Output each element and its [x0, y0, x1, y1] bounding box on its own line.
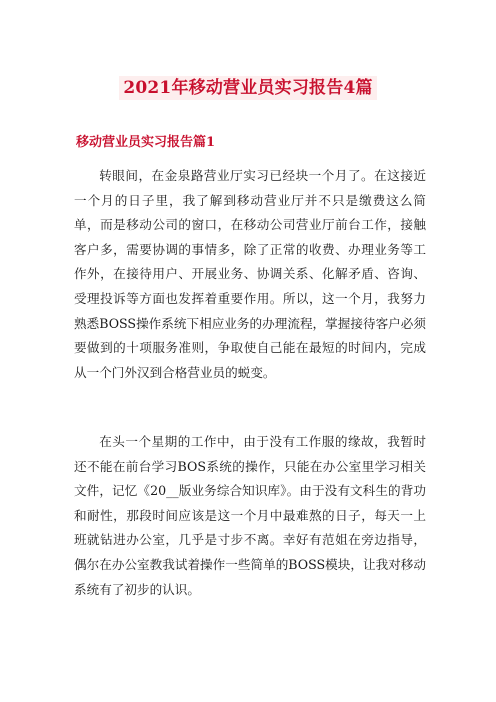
- paragraph-2: 在头一个星期的工作中，由于没有工作服的缘故，我暂时还不能在前台学习BOS系统的操作，只能在办公室里学习相关文件，记忆《20__版业务综合知识库》。由于没有文科生的背功和耐性，那段时间应该是这一个月中最难熬的日子，每天一上班就钻进办公室，几乎是寸步不离。幸好有范姐在旁边指导，偶尔在办公室教我试着操作一些简单的BOSS模块，让我对移动系统有了初步的认识。: [74, 434, 426, 597]
- title-wrapper: [0, 76, 496, 100]
- paragraph-1: 转眼间，在金泉路营业厅实习已经块一个月了。在这接近一个月的日子里，我了解到移动营业厅并不只是缴费这么简单，而是移动公司的窗口，在移动公司营业厅前台工作，接触客户多，需要协调的事情多，除了正常的收费、办理业务等工作外，在接待用户、开展业务、协调关系、化解矛盾、咨询、受理投诉等方面也发挥着重要作用。所以，这一个月，我努力熟悉BOSS操作系统下相应业务的办理流程，掌握接待客户必须要做到的十项服务准则，争取使自己能在最短的时间内，完成从一个门外汉到合格营业员的蜕变。: [74, 168, 426, 380]
- document-title: 2021年移动营业员实习报告4篇: [119, 76, 376, 100]
- section-heading: 移动营业员实习报告篇1: [76, 135, 216, 150]
